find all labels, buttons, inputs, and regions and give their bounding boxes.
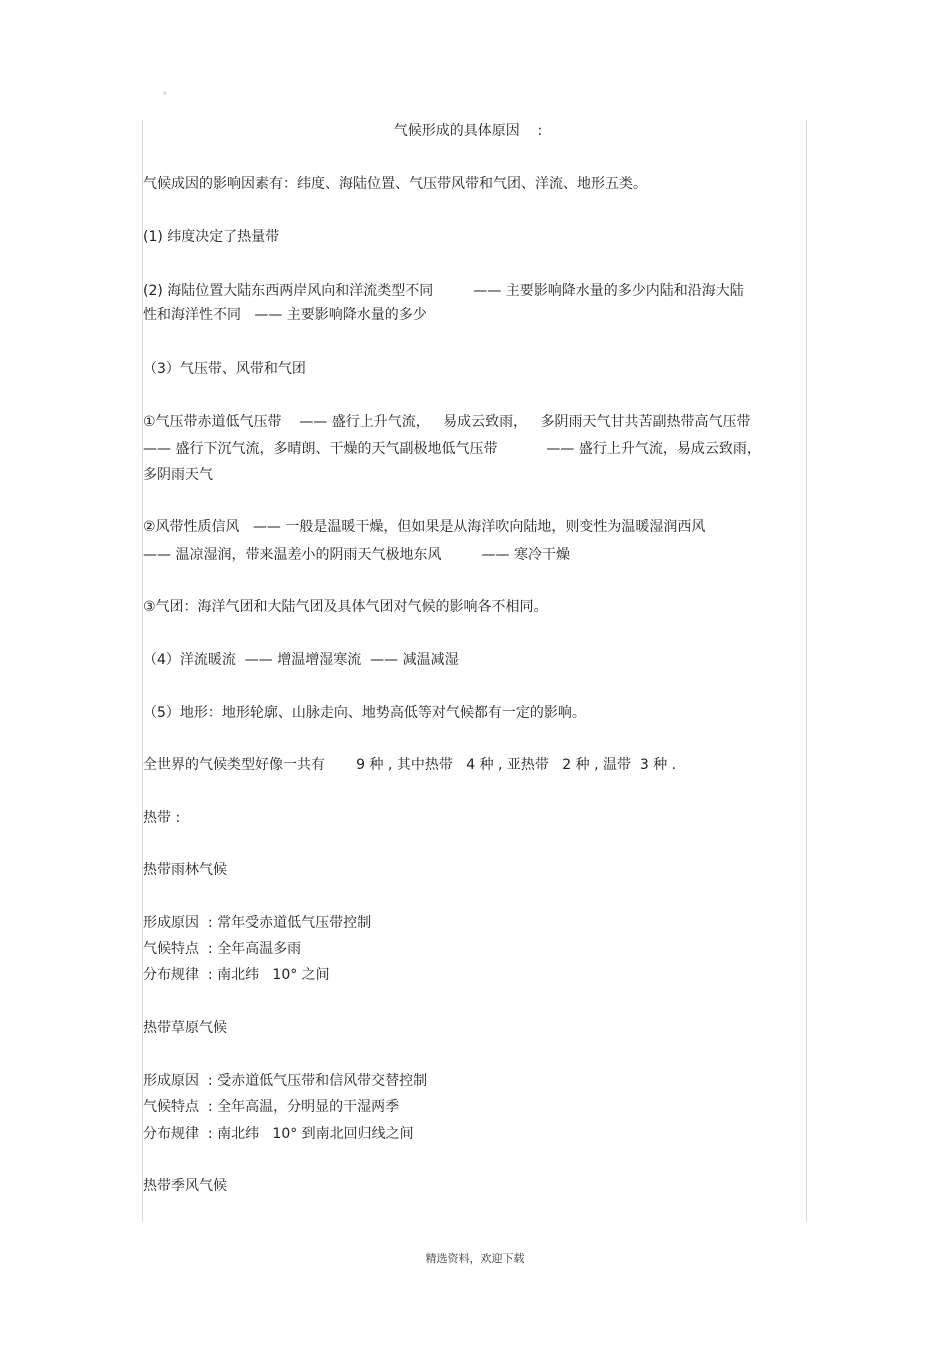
text-line: 性和海洋性不同 —— 主要影响降水量的多少	[143, 307, 427, 323]
corner-mark: 。	[163, 86, 173, 97]
text-line: 气候特点 : 全年高温，分明显的干湿两季	[143, 1099, 400, 1115]
text-line: 气候成因的影响因素有：纬度、海陆位置、气压带风带和气团、洋流、地形五类。	[143, 176, 647, 192]
text-line: 形成原因 : 受赤道低气压带和信风带交替控制	[143, 1073, 428, 1089]
text-line: 气候特点 : 全年高温多雨	[143, 941, 302, 957]
section-heading: 热带 :	[143, 810, 181, 826]
document-title: 气候形成的具体原因 :	[393, 123, 543, 139]
text-line: (1) 纬度决定了热量带	[143, 229, 280, 245]
page-footer: 精选资料，欢迎下载	[425, 1252, 525, 1265]
page-border-right	[806, 120, 807, 1222]
text-line: 分布规律 : 南北纬 10° 到南北回归线之间	[143, 1126, 414, 1142]
text-line: （4）洋流暖流 —— 增温增湿寒流 —— 减温减湿	[143, 652, 459, 668]
text-line: 形成原因 : 常年受赤道低气压带控制	[143, 915, 372, 931]
text-line: —— 盛行下沉气流，多晴朗、干燥的天气副极地低气压带 —— 盛行上升气流，易成云致雨，	[143, 441, 761, 457]
text-line: （5）地形：地形轮廓、山脉走向、地势高低等对气候都有一定的影响。	[143, 705, 586, 721]
climate-name: 热带草原气候	[143, 1020, 227, 1036]
climate-name: 热带雨林气候	[143, 862, 227, 878]
text-line: ①气压带赤道低气压带 —— 盛行上升气流， 易成云致雨， 多阴雨天气甘共苦副热带高气压带	[143, 414, 751, 430]
text-line: —— 温凉湿润，带来温差小的阴雨天气极地东风 —— 寒冷干燥	[143, 547, 570, 563]
text-line: (2) 海陆位置大陆东西两岸风向和洋流类型不同 —— 主要影响降水量的多少内陆和沿海大陆	[143, 283, 744, 299]
text-line: 分布规律 : 南北纬 10° 之间	[143, 967, 330, 983]
text-line: ②风带性质信风 —— 一般是温暖干燥，但如果是从海洋吹向陆地，则变性为温暖湿润西风	[143, 519, 706, 535]
climate-name: 热带季风气候	[143, 1178, 227, 1194]
text-line: 多阴雨天气	[143, 467, 213, 483]
text-line: ③气团：海洋气团和大陆气团及具体气团对气候的影响各不相同。	[143, 599, 548, 615]
text-line: （3）气压带、风带和气团	[143, 361, 306, 377]
text-line: 全世界的气候类型好像一共有 9 种 , 其中热带 4 种 , 亚热带 2 种 , 温带 3 种 .	[143, 757, 677, 773]
